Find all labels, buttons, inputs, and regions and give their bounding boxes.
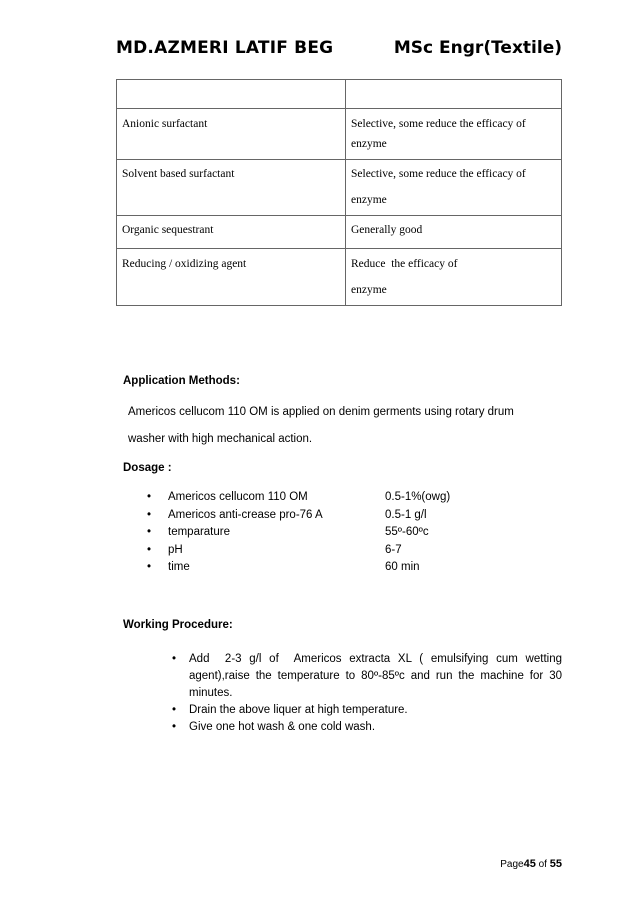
dosage-item-value: 60 min	[385, 561, 420, 573]
author-name: MD.AZMERI LATIF BEG	[116, 38, 334, 58]
dosage-item-name: Americos cellucom 110 OM	[168, 491, 308, 503]
table-cell-chemical: Reducing / oxidizing agent	[117, 249, 346, 306]
procedure-step: Add 2-3 g/l of Americos extracta XL ( emulsifying cum wetting agent),raise the temperature to 80º-85ºc and run the machine for 30 minutes.	[189, 653, 566, 699]
list-item	[147, 491, 487, 509]
list-item	[172, 719, 562, 736]
list-item	[172, 651, 566, 702]
table-cell-effect	[346, 249, 562, 306]
table-cell-effect	[346, 160, 562, 216]
application-methods-heading: Application Methods:	[123, 375, 240, 387]
effect-line: enzyme	[351, 138, 387, 150]
bullet-icon: •	[147, 526, 152, 538]
table-cell-chemical: Organic sequestrant	[117, 216, 346, 249]
total-pages: 55	[549, 858, 562, 870]
table-cell-chemical: Solvent based surfactant	[117, 160, 346, 216]
effect-line: Selective, some reduce the efficacy of	[351, 168, 526, 180]
effect-line: Reduce the efficacy of	[351, 258, 458, 270]
bullet-icon: •	[147, 543, 152, 556]
effect-line: enzyme	[351, 284, 387, 296]
bullet-icon: •	[172, 653, 177, 665]
working-procedure-heading: Working Procedure:	[123, 619, 233, 631]
dosage-item-name: pH	[168, 543, 183, 556]
table-row	[117, 249, 562, 306]
table-cell-effect	[346, 109, 562, 160]
procedure-step: Give one hot wash & one cold wash.	[189, 721, 376, 733]
dosage-item-name: Americos anti-crease pro-76 A	[168, 508, 323, 521]
effect-line: Generally good	[351, 224, 423, 236]
dosage-item-value: 6-7	[385, 543, 402, 556]
table-row	[117, 216, 562, 249]
table-cell	[346, 80, 562, 109]
table-row	[117, 109, 562, 160]
application-line: Americos cellucom 110 OM is applied on denim germents using rotary drum	[128, 406, 514, 418]
page-header	[116, 38, 562, 68]
list-item	[172, 702, 562, 719]
enzyme-compatibility-table	[116, 79, 562, 306]
dosage-item-name: temparature	[168, 526, 231, 538]
dosage-item-value: 55º-60ºc	[385, 526, 429, 538]
list-item	[147, 561, 487, 579]
list-item	[147, 526, 487, 544]
bullet-icon: •	[147, 561, 152, 573]
dosage-heading: Dosage :	[123, 462, 172, 474]
application-line: washer with high mechanical action.	[128, 433, 313, 445]
of-label: of	[538, 859, 547, 870]
bullet-icon: •	[172, 704, 177, 716]
table-row	[117, 160, 562, 216]
dosage-item-name: time	[168, 561, 190, 573]
page-footer	[488, 858, 562, 870]
table-cell	[117, 80, 346, 109]
list-item	[147, 509, 487, 527]
author-degree: MSc Engr(Textile)	[393, 38, 562, 58]
dosage-item-value: 0.5-1%(owg)	[385, 491, 451, 503]
page-label: Page	[500, 859, 524, 870]
list-item	[147, 544, 487, 562]
procedure-list	[172, 651, 566, 736]
effect-line: enzyme	[351, 194, 387, 206]
table-cell-effect	[346, 216, 562, 249]
table-row	[117, 80, 562, 109]
procedure-step: Drain the above liquer at high temperature.	[189, 704, 408, 716]
bullet-icon: •	[172, 721, 177, 733]
dosage-item-value: 0.5-1 g/l	[385, 508, 427, 521]
page-number: 45	[523, 858, 536, 870]
table-cell-chemical: Anionic surfactant	[117, 109, 346, 160]
effect-line: Selective, some reduce the efficacy of	[351, 118, 526, 130]
bullet-icon: •	[147, 508, 152, 521]
bullet-icon: •	[147, 491, 152, 503]
dosage-list	[147, 491, 487, 579]
